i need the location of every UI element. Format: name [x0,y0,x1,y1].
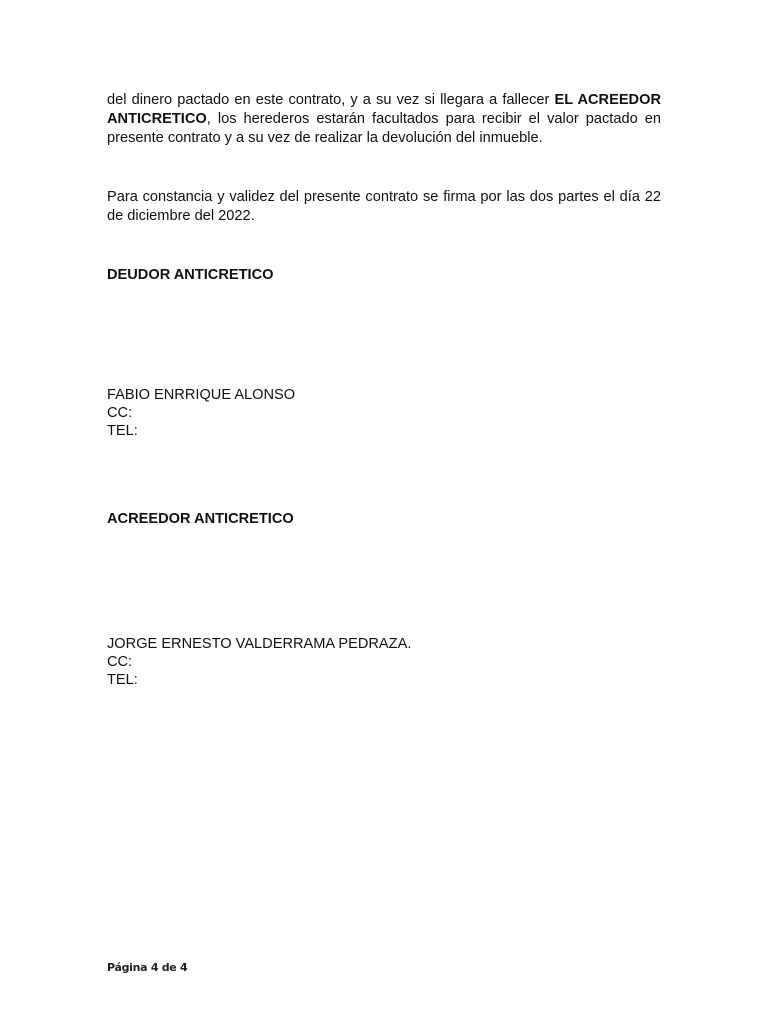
clause-text-after: , los herederos estarán facultados para recibir el valor pactado en presente contrato y a su vez de realizar la devolución del inmueble. [107,111,661,147]
deudor-cc-label: CC: [107,405,133,421]
clause-text-before: del dinero pactado en este contrato, y a su vez si llegara a fallecer [107,92,555,108]
closing-clause-paragraph [107,91,661,149]
deudor-signature-block [107,386,295,440]
acreedor-signature-block [107,635,411,689]
acreedor-tel-label: TEL: [107,672,138,688]
page-number-footer: Página 4 de 4 [107,961,188,974]
clause-party-name: EL ACREEDOR ANTICRETICO [107,92,661,128]
signing-statement-paragraph: Para constancia y validez del presente contrato se firma por las dos partes el día 22 de diciembre del 2022. [107,189,661,225]
acreedor-name: JORGE ERNESTO VALDERRAMA PEDRAZA. [107,636,412,652]
acreedor-heading: ACREEDOR ANTICRETICO [107,511,294,527]
deudor-tel-label: TEL: [107,423,138,439]
deudor-heading: DEUDOR ANTICRETICO [107,267,274,283]
deudor-name: FABIO ENRRIQUE ALONSO [107,387,296,403]
acreedor-cc-label: CC: [107,654,133,670]
